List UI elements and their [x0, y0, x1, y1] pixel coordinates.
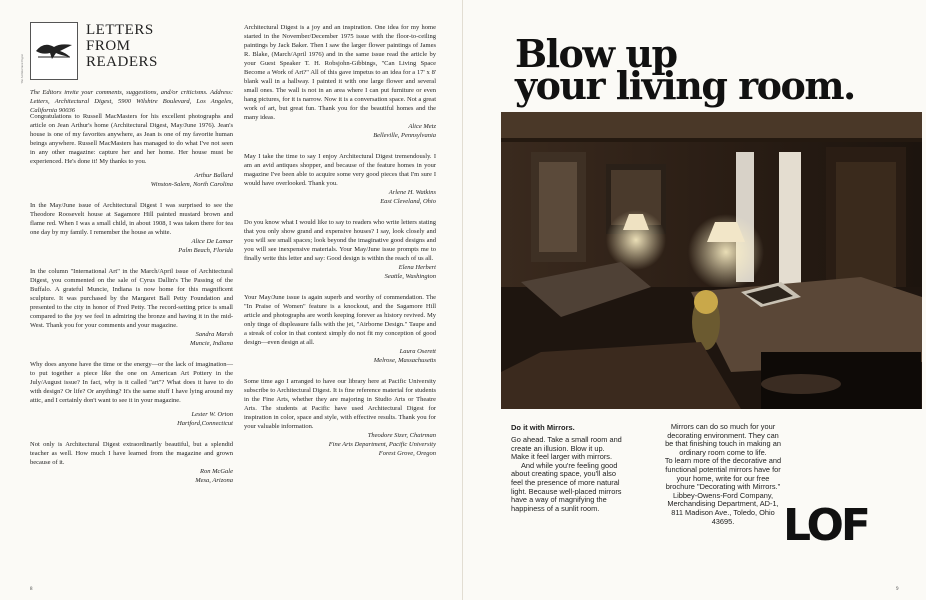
ad-copy-column-2 — [663, 423, 783, 526]
letter-body: May I take the time to say I enjoy Architectural Digest tremendously. I am an avid antiques shopper, and because of the feature homes in your magazine I've been able to acquire some very good pieces that I'm sure I would have overlooked. Thank you. — [244, 153, 436, 187]
ad-paragraph: To learn more of the decorative and functional potential mirrors have for your home, write for our free brochure "Decorating with Mirrors." Libbey-Owens-Ford Company, Merchandising Department, AD-1, 811 Madison Ave., Toledo, Ohio 43695. — [664, 456, 782, 526]
section-heading — [86, 22, 158, 70]
letter-author: Lester W. Orton — [191, 411, 233, 418]
eagle-logo — [30, 22, 78, 80]
living-room-image — [501, 112, 922, 409]
letter — [244, 293, 436, 365]
letter — [30, 440, 233, 485]
letter-body: Why does anyone have the time or the energy—or the lack of imagination—to put together a piece like the one on American Art Pottery in the July/August issue? In fact, why is it called "art"? What does it have to do with design? Or life? Or anything? It's the same stuff I have lying around my attic, and I certainly don't want to see it in your magazine. — [30, 361, 233, 404]
eagle-icon — [34, 39, 74, 61]
letter-body: Architectural Digest is a joy and an inspiration. One idea for my home started in the November/December 1975 issue with the floor-to-ceiling paintings by Jack Baker. Then I saw the larger flower paintings of James R. Blake, (March/April 1976) and in the same issue read the article by your Guest Speaker T. H. Robsjohn-Gibbings, "Can Living Space Become a Work of Art?" All of this gave impetus to an idea for a 17' x 8' blank wall in a hallway. I painted it with one large flower and several small ones. The wall is not in an area where I can put furniture or even hang pictures, for it is narrow. Now it is a conversation space. Not a great work of art, but great fun. Thank you for the beautiful homes and the many ideas. — [244, 24, 436, 121]
letter-body: In the column "International Art" in the March/April issue of Architectural Digest, you commented on the sale of Cyrus Dallin's The Passing of the Buffalo. A grateful Muncie, Indiana is now home for this magnificent sculpture. It was purchased by the Margaret Ball Petty Foundation and presented to the city in honor of Fred Petty. The record-setting price is small compared to the joy we feel in admiring the bronze and having it in the mid-West. Thank you for your comments and your magazine. — [30, 268, 233, 329]
headline-line: your living room. — [515, 63, 855, 108]
letter-author: Elena Herbert — [398, 264, 436, 271]
lof-logo: LOF — [783, 500, 868, 551]
letter-body: In the May/June issue of Architectural Digest I was surprised to see the Theodore Roosevelt house at Sagamore Hill painted mustard brown and flame red. When I was a small child, in about 1908, I was taken there for tea one day by my family. I remember the house as white. — [30, 202, 233, 236]
letter-body: Your May/June issue is again superb and worthy of commendation. The "In Praise of Women" feature is a knockout, and the Sagamore Hill article and photographs are worth keeping forever as history revived. My only tinge of displeasure falls with the jet, "Airborne Design." Taupe and a streak of color in that context simply do not fit my conception of good design—even design at all. — [244, 294, 436, 346]
page-number: 8 — [30, 587, 33, 592]
editors-intro: The Editors invite your comments, suggestions, and/or criticisms. Address: Letters, Architectural Digest, 5900 Wilshire Boulevard, Los Angeles, California 90036 — [30, 89, 233, 114]
vertical-caption: The Architectural Digest — [20, 54, 24, 84]
letter-location: Forest Grove, Oregon — [378, 450, 436, 457]
letter — [30, 360, 233, 428]
letter-location: East Cleveland, Ohio — [380, 198, 436, 205]
letter-author: Alice Metz — [408, 123, 436, 130]
letter-location: Hartford,Connecticut — [177, 420, 233, 427]
letter — [244, 152, 436, 206]
headline-line: Blow up — [515, 31, 677, 76]
heading-line: LETTERS — [86, 22, 154, 38]
heading-line: FROM — [86, 38, 131, 54]
ad-paragraph: Go ahead. Take a small room and create an illusion. Blow it up. Make it feel larger with mirrors. — [511, 435, 622, 462]
letter-author: Arthur Ballard — [194, 172, 233, 179]
letter-body: Not only is Architectural Digest extraordinarily beautiful, but a splendid teacher as well. How much I have learned from the magazine and grown because of it. — [30, 441, 233, 466]
letter — [244, 218, 436, 281]
ad-paragraph: And while you're feeling good about creating space, you'll also feel the presence of more natural light. Because well-placed mirrors have a way of magnifying the happiness of a sunlit room. — [511, 460, 622, 513]
ad-paragraph: Mirrors can do so much for your decorating environment. They can be that finishing touch in making an ordinary room come to life. — [665, 422, 781, 457]
letters-column-1 — [30, 112, 233, 485]
letter-author: Theodore Sizer, Chairman — [367, 432, 436, 439]
heading-line: READERS — [86, 54, 158, 70]
letter-author: Ron McGale — [199, 468, 233, 475]
letters-column-2 — [244, 23, 436, 458]
living-room-photo — [501, 112, 922, 409]
ad-headline — [515, 31, 855, 108]
ad-copy-column-1 — [511, 436, 623, 513]
letter-location: Mesa, Arizona — [195, 477, 233, 484]
letter-author: Arlene H. Watkins — [388, 189, 436, 196]
letter — [30, 112, 233, 189]
letter-location: Belleville, Pennsylvania — [373, 132, 436, 139]
letter-body: Some time ago I arranged to have our library here at Pacific University subscribe to Architectural Digest. It is fine reference material for students in the Fine Arts, whether they are majoring in Studio Arts or Theatre Arts. The students at Pacific have used Architectural Digest for inspiration in color, space and style, with effective results. Thank you for your valuable information. — [244, 378, 436, 430]
letter-author: Alice De Lamar — [191, 238, 233, 245]
ad-subhead: Do it with Mirrors. — [511, 423, 575, 432]
letter — [244, 23, 436, 140]
letter-location: Melrose, Massachusetts — [373, 357, 436, 364]
page-number: 9 — [896, 587, 899, 592]
left-page — [0, 0, 462, 600]
letter — [30, 201, 233, 255]
letter-author: Sandra Marsh — [195, 331, 233, 338]
letter-location: Palm Beach, Florida — [178, 247, 233, 254]
right-page — [463, 0, 926, 600]
letter-location: Winston-Salem, North Carolina — [150, 181, 233, 188]
letter-author: Laura Oserett — [399, 348, 436, 355]
letter — [244, 377, 436, 458]
letter-body: Congratulations to Russell MacMasters for his excellent photographs and article on Jean Arthur's home (Architectural Digest, May/June 1976). Jean's house is one of my favorites anywhere, as Jean is one of my favorite human beings anywhere. Russell MacMasters has managed to do what I've not seen in any other magazine: capture her and her home. Her house must be experienced. He's done it! My thanks to you. — [30, 113, 233, 165]
letter-body: Do you know what I would like to say to readers who write letters stating that you only show grand and expensive houses? I say, look closely and you will see small spaces; look beyond the imaginative good designs and you will see inexpensive materials. Your May/June issue prompts me to finally write this letter and say: Good design is within the reach of us all. — [244, 219, 436, 262]
letter-location: Muncie, Indiana — [190, 340, 233, 347]
letter-location: Fine Arts Department, Pacific University — [328, 441, 436, 448]
letter-location: Seattle, Washington — [384, 273, 436, 280]
letter — [30, 267, 233, 348]
